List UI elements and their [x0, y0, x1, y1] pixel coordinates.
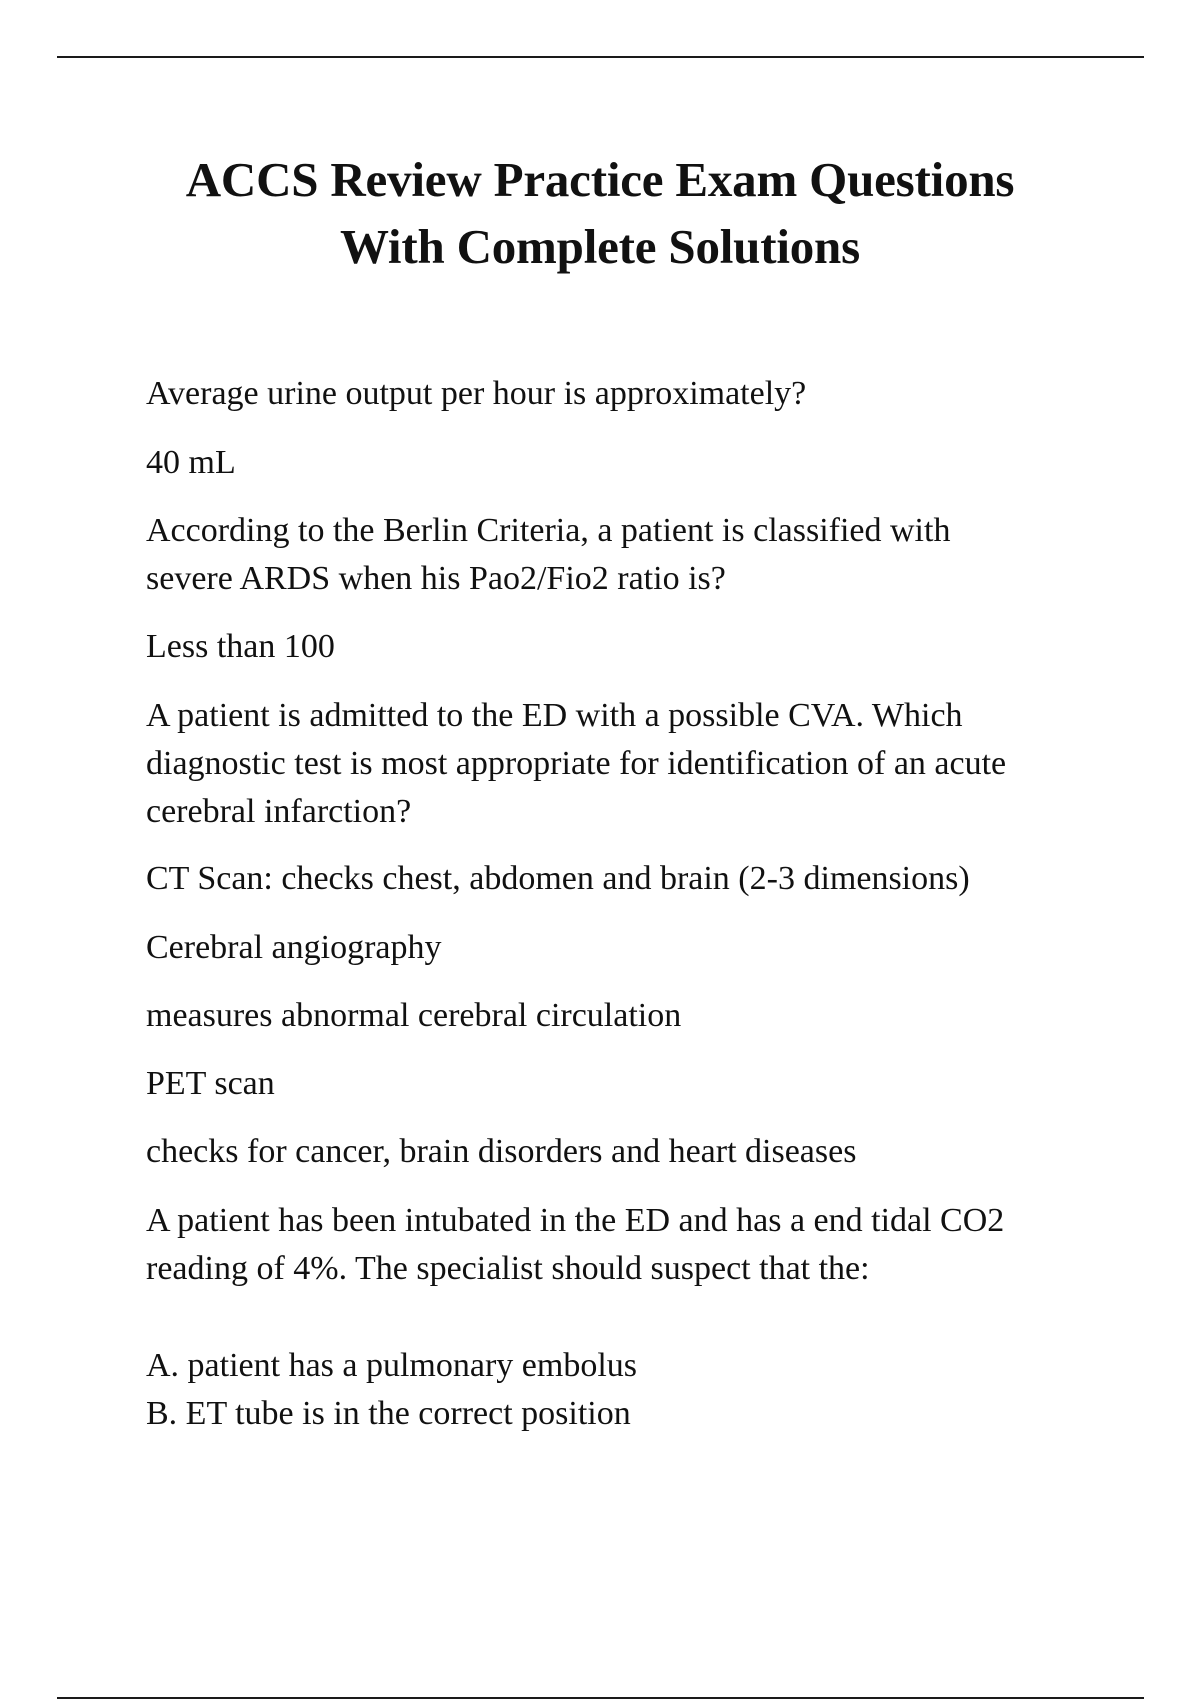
answer-paragraph: [146, 992, 1076, 1040]
text-line: Less than 100: [146, 628, 335, 665]
text-line: cerebral infarction?: [146, 793, 412, 830]
text-line: Average urine output per hour is approximately?: [146, 375, 807, 412]
options-list: [146, 1342, 1076, 1438]
text-line: checks for cancer, brain disorders and heart diseases: [146, 1133, 857, 1170]
title-line: ACCS Review Practice Exam Questions: [185, 152, 1015, 207]
question-paragraph: [146, 924, 1076, 972]
text-line: severe ARDS when his Pao2/Fio2 ratio is?: [146, 560, 726, 597]
answer-paragraph: [146, 1128, 1076, 1176]
answer-paragraph: [146, 623, 1076, 671]
option-item: B. ET tube is in the correct position: [146, 1395, 631, 1432]
text-line: PET scan: [146, 1065, 275, 1102]
question-paragraph: [146, 507, 1076, 603]
top-rule: [57, 56, 1144, 58]
question-paragraph: [146, 692, 1076, 836]
text-line: According to the Berlin Criteria, a patient is classified with: [146, 512, 951, 549]
text-line: 40 mL: [146, 444, 236, 481]
question-paragraph: [146, 1197, 1076, 1293]
title-line: With Complete Solutions: [340, 219, 860, 274]
bottom-rule: [57, 1697, 1144, 1699]
text-line: measures abnormal cerebral circulation: [146, 997, 682, 1034]
text-line: Cerebral angiography: [146, 929, 442, 966]
option-item: A. patient has a pulmonary embolus: [146, 1347, 638, 1384]
question-paragraph: [146, 1060, 1076, 1108]
document-title: [100, 146, 1100, 280]
answer-paragraph: [146, 439, 1076, 487]
text-line: reading of 4%. The specialist should suspect that the:: [146, 1250, 870, 1287]
text-line: CT Scan: checks chest, abdomen and brain (2-3 dimensions): [146, 860, 970, 897]
text-line: A patient has been intubated in the ED and has a end tidal CO2: [146, 1202, 1005, 1239]
answer-paragraph: [146, 855, 1076, 903]
question-paragraph: [146, 370, 1076, 418]
text-line: diagnostic test is most appropriate for identification of an acute: [146, 745, 1007, 782]
text-line: A patient is admitted to the ED with a possible CVA. Which: [146, 697, 963, 734]
